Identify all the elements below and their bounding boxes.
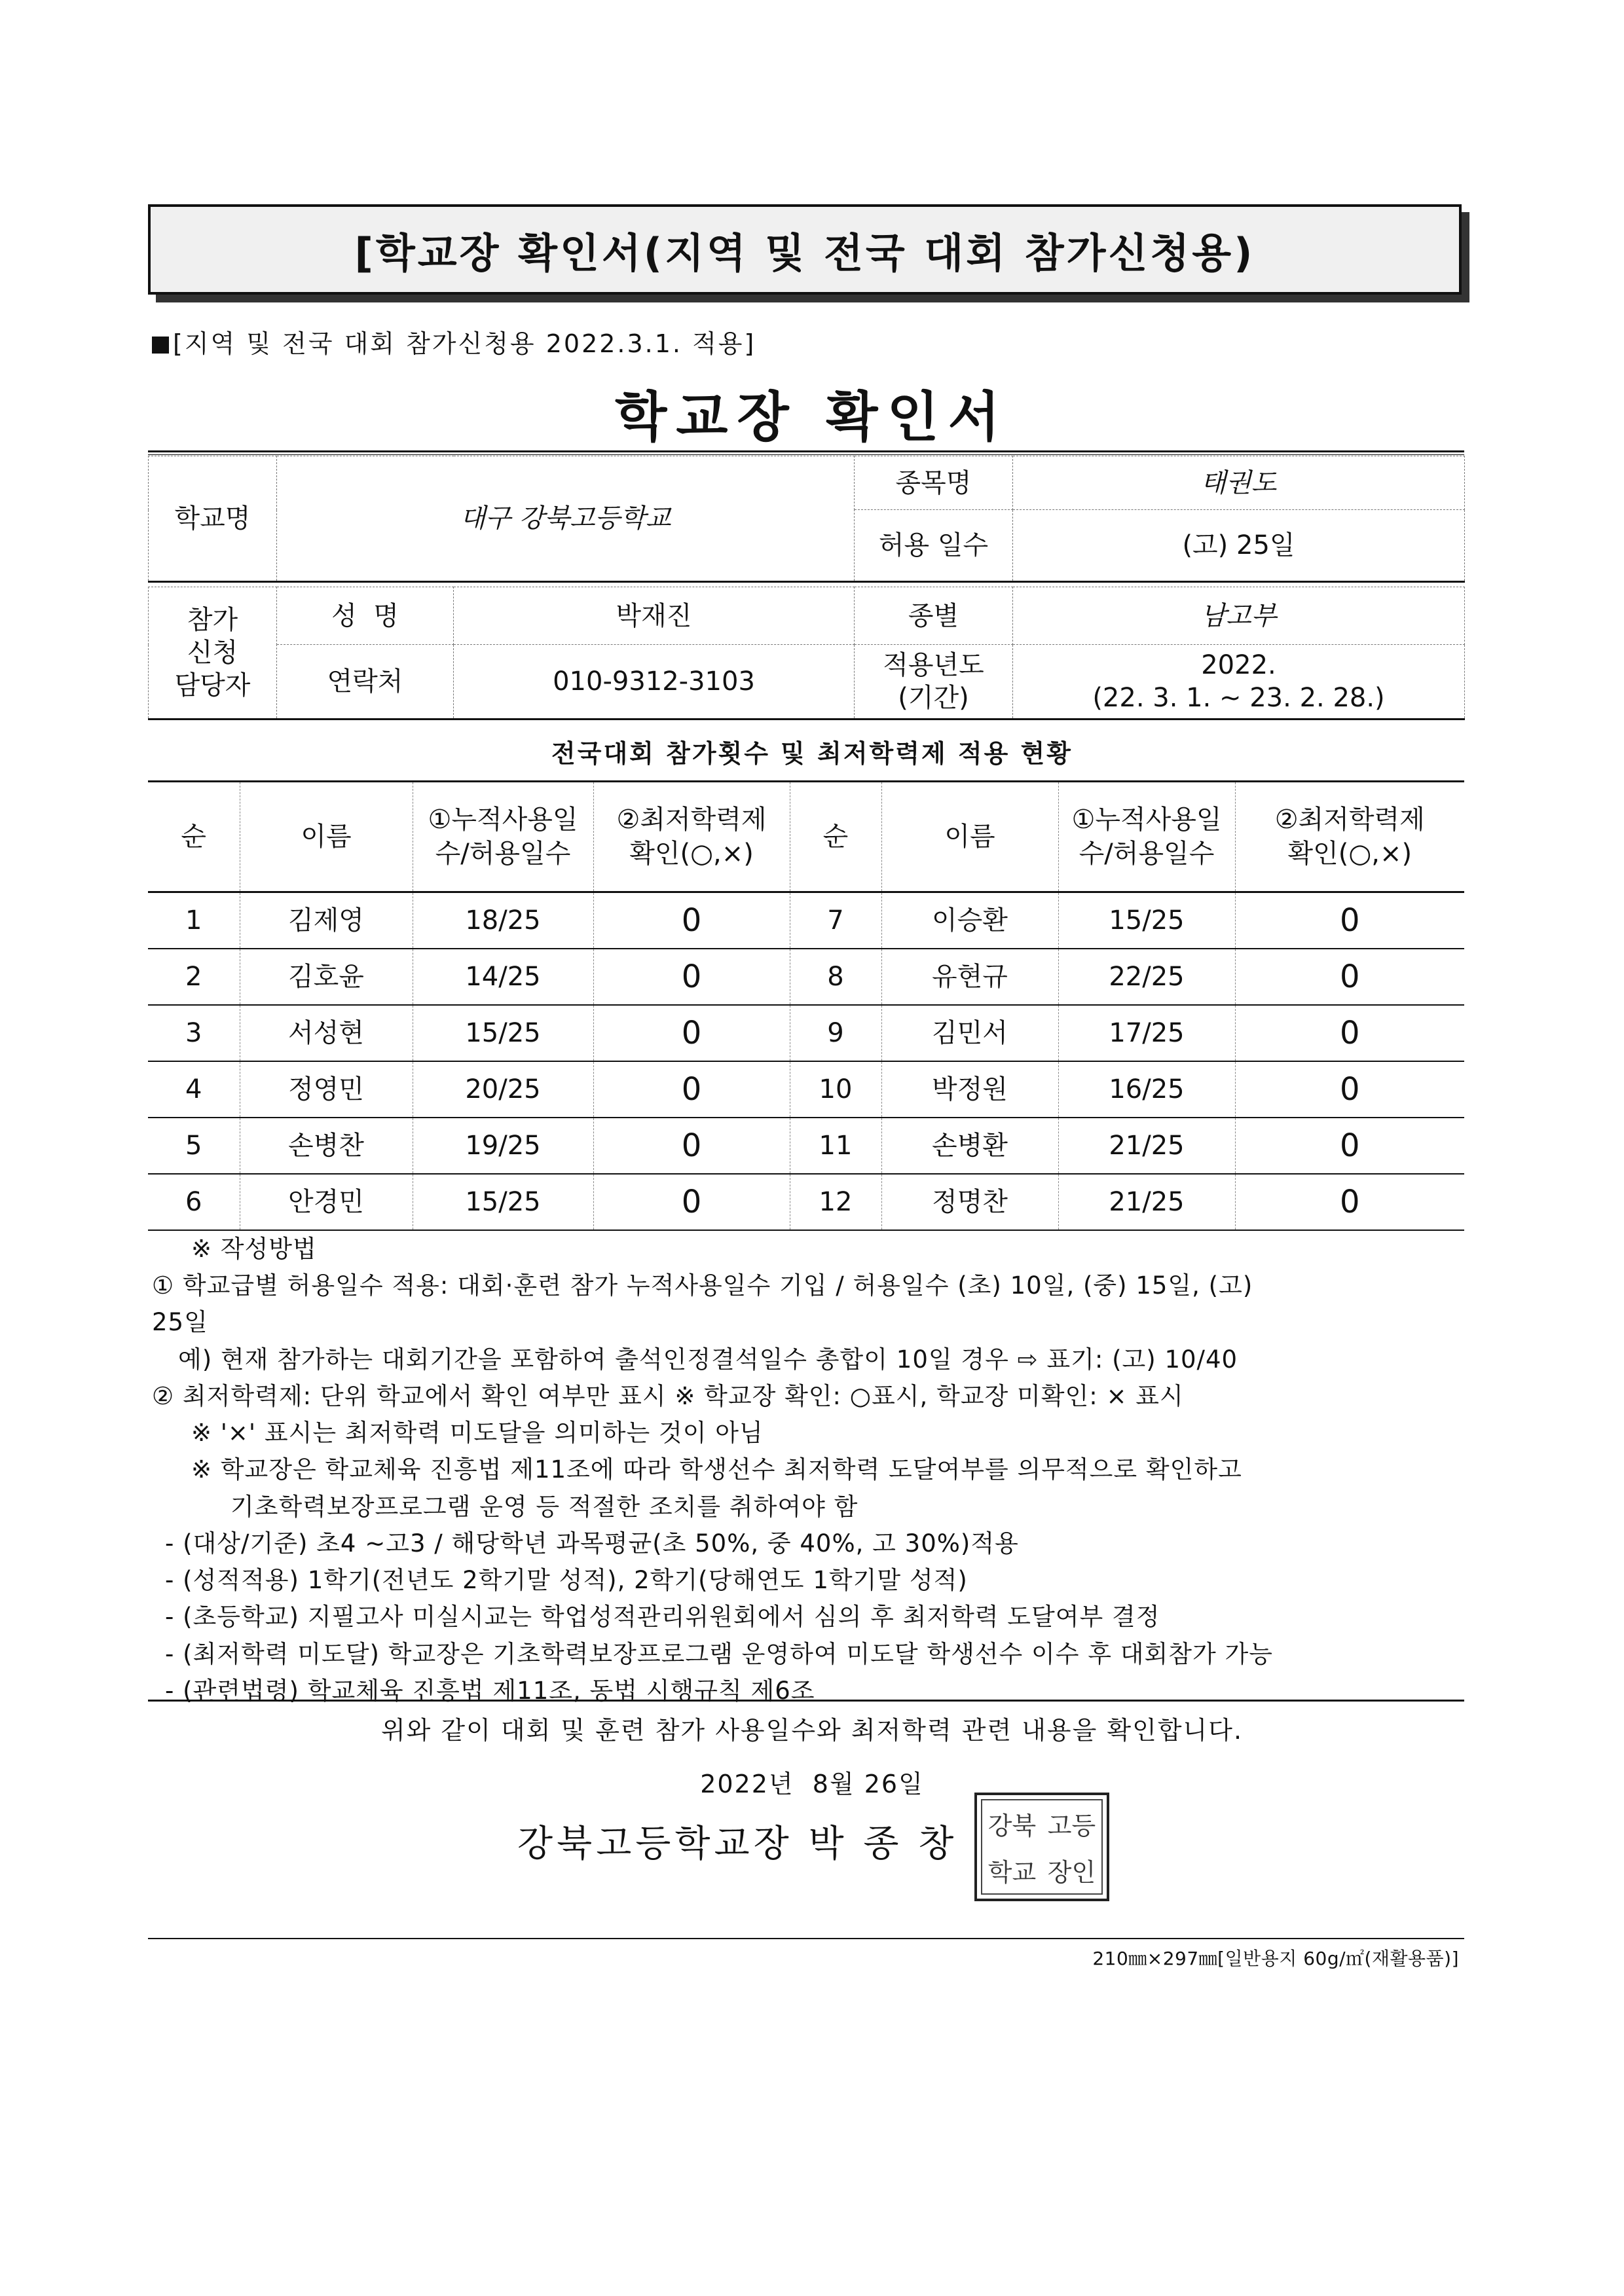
header-no: 순 <box>790 782 881 892</box>
row-days: 15/25 <box>413 1005 593 1061</box>
divider <box>148 454 1464 455</box>
row-no: 9 <box>790 1005 881 1061</box>
row-no: 10 <box>790 1061 881 1118</box>
divider <box>149 720 1465 725</box>
seal-char: 학교 <box>987 1858 1037 1887</box>
header-days <box>1058 782 1235 892</box>
sport-value: 태권도 <box>1013 456 1465 510</box>
table-row <box>148 1005 1464 1061</box>
note-line: - (성적적용) 1학기(전년도 2학기말 성적), 2학기(당해연도 1학기말 성적) <box>165 1566 968 1595</box>
square-bullet-icon <box>152 337 169 354</box>
manager-label-line: 담당자 <box>174 670 251 701</box>
row-days: 15/25 <box>1058 892 1235 949</box>
header-name: 이름 <box>240 782 413 892</box>
row-check: 0 <box>593 949 790 1005</box>
allowed-days-value: (고) 25일 <box>1013 510 1465 582</box>
row-no: 4 <box>148 1061 240 1118</box>
contact-value: 010-9312-3103 <box>454 645 855 720</box>
note-line: 25일 <box>152 1308 208 1337</box>
row-check: 0 <box>593 892 790 949</box>
row-name: 이승환 <box>881 892 1058 949</box>
table-row <box>148 1061 1464 1118</box>
sport-label: 종목명 <box>855 456 1013 510</box>
info-table <box>148 456 1465 724</box>
school-label: 학교명 <box>149 456 277 582</box>
header-days-line: 수/허용일수 <box>1079 839 1215 869</box>
header-check <box>593 782 790 892</box>
row-check: 0 <box>1235 892 1464 949</box>
category-label: 종별 <box>855 587 1013 645</box>
category-value: 남고부 <box>1013 587 1465 645</box>
header-days <box>413 782 593 892</box>
row-days: 14/25 <box>413 949 593 1005</box>
year-label-line: 적용년도 <box>883 650 984 680</box>
note-line: - (초등학교) 지필고사 미실시교는 학업성적관리위원회에서 심의 후 최저학력 도달여부 결정 <box>165 1603 1160 1631</box>
seal-char: 고등 <box>1047 1812 1096 1840</box>
header-no: 순 <box>148 782 240 892</box>
row-name: 김민서 <box>881 1005 1058 1061</box>
issue-date: 2022년 8월 26일 <box>700 1770 924 1798</box>
seal-char: 장인 <box>1047 1858 1096 1887</box>
status-table <box>148 780 1464 1231</box>
row-check: 0 <box>1235 949 1464 1005</box>
subtitle-text: [지역 및 전국 대회 참가신청용 2022.3.1. 적용] <box>173 329 756 358</box>
row-no: 3 <box>148 1005 240 1061</box>
row-no: 6 <box>148 1174 240 1230</box>
note-line: ※ 학교장은 학교체육 진흥법 제11조에 따라 학생선수 최저학력 도달여부를 의무적으로 확인하고 <box>191 1455 1242 1484</box>
row-days: 21/25 <box>1058 1118 1235 1174</box>
official-seal <box>974 1793 1109 1901</box>
row-no: 8 <box>790 949 881 1005</box>
row-check: 0 <box>593 1005 790 1061</box>
table-row <box>148 1174 1464 1230</box>
note-line: - (대상/기준) 초4 ~고3 / 해당학년 과목평균(초 50%, 중 40%, 고 30%)적용 <box>165 1529 1019 1558</box>
row-no: 12 <box>790 1174 881 1230</box>
row-no: 7 <box>790 892 881 949</box>
manager-label <box>149 587 277 720</box>
note-line: ※ 작성방법 <box>191 1235 317 1263</box>
year-label <box>855 645 1013 720</box>
header-days-line: 수/허용일수 <box>435 839 571 869</box>
row-no: 1 <box>148 892 240 949</box>
table-row <box>148 1118 1464 1174</box>
row-check: 0 <box>1235 1118 1464 1174</box>
row-days: 22/25 <box>1058 949 1235 1005</box>
allowed-days-label: 허용 일수 <box>855 510 1013 582</box>
row-name: 박정원 <box>881 1061 1058 1118</box>
paper-spec-note: 210㎜×297㎜[일반용지 60g/㎡(재활용품)] <box>1092 1948 1459 1969</box>
status-header-row <box>148 782 1464 892</box>
status-title: 전국대회 참가횟수 및 최저학력제 적용 현황 <box>551 739 1073 768</box>
page-title: 학교장 확인서 <box>615 386 1009 448</box>
row-check: 0 <box>1235 1061 1464 1118</box>
confirm-text: 위와 같이 대회 및 훈련 참가 사용일수와 최저학력 관련 내용을 확인합니다. <box>380 1716 1244 1745</box>
note-line: - (관련법령) 학교체육 진흥법 제11조, 동법 시행규칙 제6조 <box>165 1676 815 1705</box>
table-row <box>148 949 1464 1005</box>
year-value-line: 2022. <box>1201 650 1276 680</box>
row-days: 15/25 <box>413 1174 593 1230</box>
banner-title: [학교장 확인서(지역 및 전국 대회 참가신청용) <box>148 204 1462 295</box>
row-no: 11 <box>790 1118 881 1174</box>
row-check: 0 <box>593 1061 790 1118</box>
row-check: 0 <box>593 1174 790 1230</box>
year-value <box>1013 645 1465 720</box>
divider <box>148 1938 1464 1939</box>
manager-label-line: 참가 <box>187 605 238 635</box>
note-line: 기초학력보장프로그램 운영 등 적절한 조치를 취하여야 함 <box>231 1492 858 1521</box>
header-check-line: 확인(○,×) <box>1287 839 1412 869</box>
note-line: ① 학교급별 허용일수 적용: 대회·훈련 참가 누적사용일수 기입 / 허용일수 (초) 10일, (중) 15일, (고) <box>152 1271 1253 1300</box>
note-line: 예) 현재 참가하는 대회기간을 포함하여 출석인정결석일수 총합이 10일 경우 ⇨ 표기: (고) 10/40 <box>178 1345 1238 1374</box>
manager-label-line: 신청 <box>187 638 238 668</box>
row-name: 손병찬 <box>240 1118 413 1174</box>
seal-glyphs <box>981 1799 1103 1895</box>
row-name: 김호윤 <box>240 949 413 1005</box>
row-name: 유현규 <box>881 949 1058 1005</box>
row-days: 19/25 <box>413 1118 593 1174</box>
seal-char: 강북 <box>987 1812 1037 1840</box>
signer-name: 강북고등학교장 박 종 창 <box>517 1823 958 1865</box>
row-check: 0 <box>593 1118 790 1174</box>
row-name: 손병환 <box>881 1118 1058 1174</box>
row-days: 18/25 <box>413 892 593 949</box>
divider <box>148 450 1464 452</box>
header-check <box>1235 782 1464 892</box>
header-days-line: ①누적사용일 <box>428 805 578 835</box>
note-line: ② 최저학력제: 단위 학교에서 확인 여부만 표시 ※ 학교장 확인: ○표시, 학교장 미확인: × 표시 <box>152 1381 1184 1410</box>
row-no: 5 <box>148 1118 240 1174</box>
year-value-line: (22. 3. 1. ~ 23. 2. 28.) <box>1092 683 1385 713</box>
divider <box>148 1700 1464 1702</box>
divider <box>149 582 1465 587</box>
row-name: 정명찬 <box>881 1174 1058 1230</box>
subtitle <box>152 323 756 359</box>
row-name: 서성현 <box>240 1005 413 1061</box>
header-name: 이름 <box>881 782 1058 892</box>
notes-section <box>152 1231 1468 1709</box>
row-days: 21/25 <box>1058 1174 1235 1230</box>
row-check: 0 <box>1235 1174 1464 1230</box>
school-value: 대구 강북고등학교 <box>277 456 855 582</box>
row-name: 정영민 <box>240 1061 413 1118</box>
name-label: 성 명 <box>277 587 454 645</box>
contact-label: 연락처 <box>277 645 454 720</box>
header-check-line: ②최저학력제 <box>616 805 767 835</box>
row-days: 20/25 <box>413 1061 593 1118</box>
name-value: 박재진 <box>454 587 855 645</box>
row-days: 17/25 <box>1058 1005 1235 1061</box>
header-check-line: ②최저학력제 <box>1274 805 1425 835</box>
row-check: 0 <box>1235 1005 1464 1061</box>
note-line: - (최저학력 미도달) 학교장은 기초학력보장프로그램 운영하여 미도달 학생선수 이수 후 대회참가 가능 <box>165 1639 1274 1668</box>
row-no: 2 <box>148 949 240 1005</box>
row-name: 안경민 <box>240 1174 413 1230</box>
row-days: 16/25 <box>1058 1061 1235 1118</box>
year-label-line: (기간) <box>898 683 969 713</box>
note-line: ※ '×' 표시는 최저학력 미도달을 의미하는 것이 아님 <box>191 1419 764 1448</box>
header-days-line: ①누적사용일 <box>1071 805 1222 835</box>
row-name: 김제영 <box>240 892 413 949</box>
table-row <box>148 892 1464 949</box>
header-check-line: 확인(○,×) <box>629 839 754 869</box>
